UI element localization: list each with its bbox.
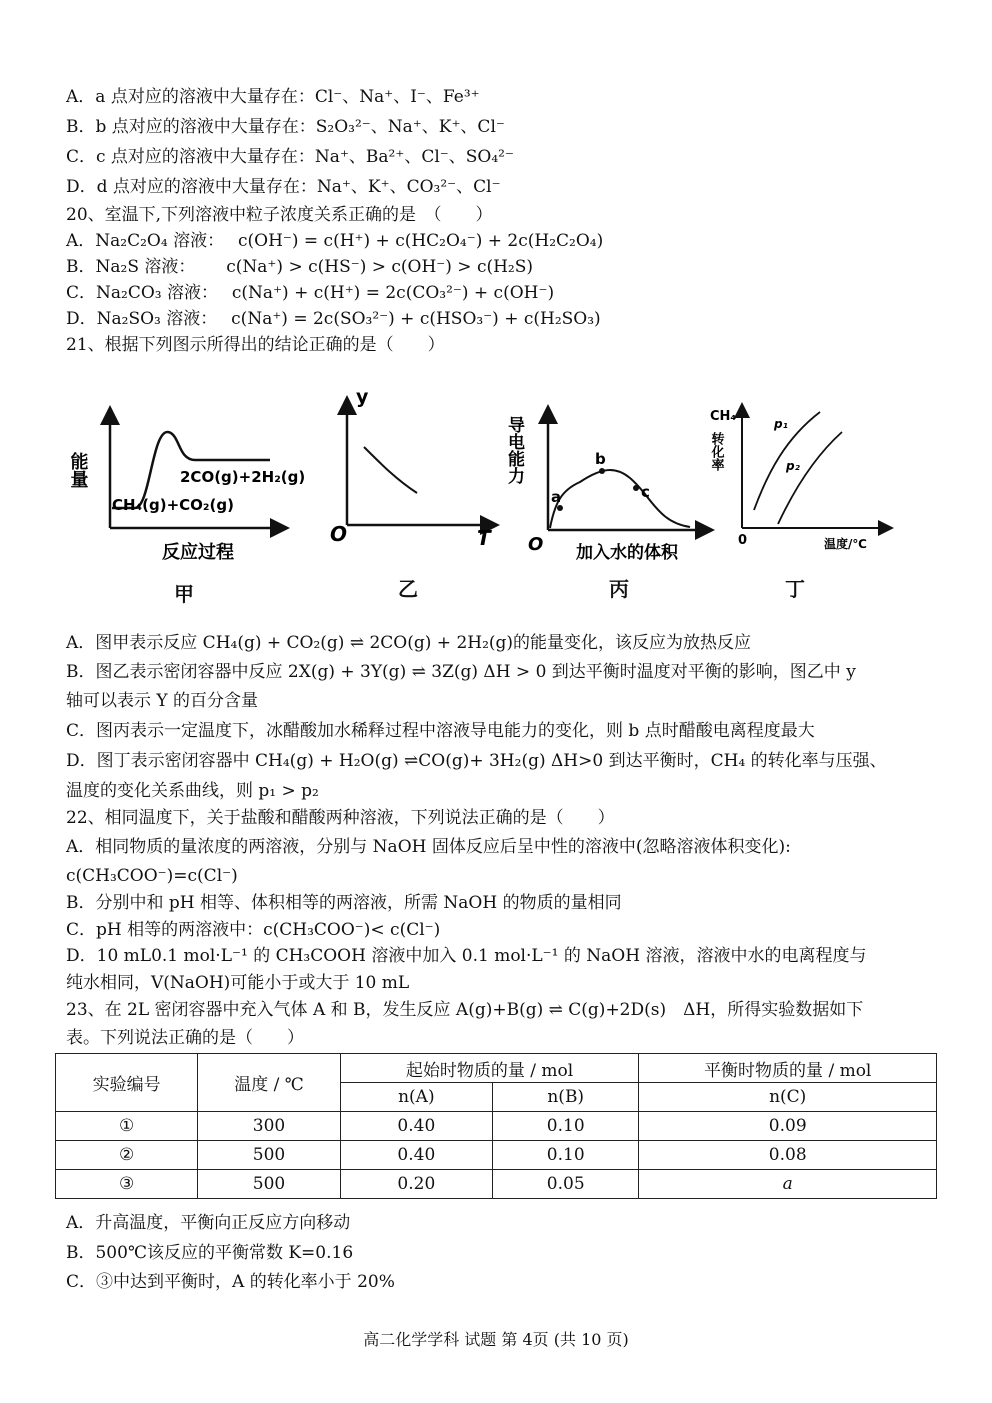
- cell: 0.10: [493, 1141, 639, 1170]
- q23-option-a: A．升高温度，平衡向正反应方向移动: [66, 1213, 351, 1233]
- caption-bing: 丙: [609, 577, 629, 601]
- jia-xlabel: 反应过程: [162, 542, 234, 563]
- th-eq: 平衡时物质的量 / mol: [639, 1054, 937, 1083]
- figure-ding: [708, 402, 898, 562]
- experiment-table: [55, 1053, 937, 1199]
- q22-option-a-cont: c(CH₃COO⁻)=c(Cl⁻): [66, 866, 238, 886]
- bing-ylabel: 导电能力: [504, 416, 524, 484]
- ding-xlabel: 温度/℃: [824, 537, 867, 551]
- q23-option-b: B．500℃该反应的平衡常数 K=0.16: [66, 1243, 354, 1263]
- q21-option-d: D．图丁表示密闭容器中 CH₄(g) + H₂O(g) ⇌CO(g)+ 3H₂(g) ΔH>0 到达平衡时，CH₄ 的转化率与压强、: [66, 751, 887, 771]
- bing-curve: [550, 470, 690, 528]
- bing-label-b: b: [595, 450, 606, 468]
- th-temp: 温度 / ℃: [198, 1054, 340, 1112]
- th-start: 起始时物质的量 / mol: [340, 1054, 639, 1083]
- bing-origin: O: [528, 534, 544, 555]
- q21-option-b-cont: 轴可以表示 Y 的百分含量: [66, 691, 259, 711]
- q22-option-d-cont: 纯水相同，V(NaOH)可能小于或大于 10 mL: [66, 973, 410, 993]
- yi-curve: [364, 447, 417, 493]
- table-row: [56, 1141, 937, 1170]
- bing-xlabel: 加入水的体积: [576, 543, 678, 563]
- q22-option-d: D．10 mL0.1 mol·L⁻¹ 的 CH₃COOH 溶液中加入 0.1 mol·L⁻¹ 的 NaOH 溶液，溶液中水的电离程度与: [66, 946, 867, 966]
- caption-jia: 甲: [174, 582, 194, 606]
- bing-label-c: c: [641, 483, 650, 501]
- q20-option-c: C．Na₂CO₃ 溶液： c(Na⁺) + c(H⁺) = 2c(CO₃²⁻) + c(OH⁻): [66, 283, 555, 303]
- cell: 0.20: [340, 1170, 492, 1199]
- cell: ①: [56, 1112, 198, 1141]
- q20-stem: 20、室温下,下列溶液中粒子浓度关系正确的是 （ ）: [66, 205, 493, 225]
- cell: 0.40: [340, 1141, 492, 1170]
- q23-stem-cont: 表。下列说法正确的是（ ）: [66, 1028, 304, 1048]
- q20-option-b: B．Na₂S 溶液： c(Na⁺) > c(HS⁻) > c(OH⁻) > c(H₂S): [66, 257, 534, 277]
- q19-option-d: D．d 点对应的溶液中大量存在：Na⁺、K⁺、CO₃²⁻、Cl⁻: [66, 177, 501, 197]
- q20-option-a: A．Na₂C₂O₄ 溶液： c(OH⁻) = c(H⁺) + c(HC₂O₄⁻) + 2c(H₂C₂O₄): [66, 231, 604, 251]
- jia-ylabel-1: 能量: [67, 452, 89, 488]
- th-nC: n(C): [639, 1083, 937, 1112]
- cell: 0.05: [493, 1170, 639, 1199]
- q21-option-d-cont: 温度的变化关系曲线，则 p₁ > p₂: [66, 781, 319, 801]
- q19-option-a: A．a 点对应的溶液中大量存在：Cl⁻、Na⁺、I⁻、Fe³⁺: [66, 87, 480, 107]
- yi-origin: O: [330, 522, 348, 546]
- q21-option-c: C．图丙表示一定温度下，冰醋酸加水稀释过程中溶液导电能力的变化，则 b 点时醋酸电离程度最大: [66, 721, 815, 741]
- cell: 0.40: [340, 1112, 492, 1141]
- ding-ylabel-top: CH₄: [710, 409, 737, 424]
- cell: 500: [198, 1141, 340, 1170]
- table-row: [56, 1170, 937, 1199]
- th-nB: n(B): [493, 1083, 639, 1112]
- th-exp: 实验编号: [56, 1054, 198, 1112]
- q23-option-c: C．③中达到平衡时，A 的转化率小于 20%: [66, 1272, 395, 1292]
- q22-option-b: B．分别中和 pH 相等、体积相等的两溶液，所需 NaOH 的物质的量相同: [66, 893, 622, 913]
- q22-option-a: A．相同物质的量浓度的两溶液，分别与 NaOH 固体反应后呈中性的溶液中(忽略溶液体积变化):: [66, 837, 791, 857]
- figure-jia: [67, 390, 310, 575]
- yi-ylabel: y: [356, 386, 369, 408]
- cell: a: [639, 1170, 937, 1199]
- caption-ding: 丁: [785, 577, 805, 601]
- q21-option-a: A．图甲表示反应 CH₄(g) + CO₂(g) ⇌ 2CO(g) + 2H₂(g)的能量变化，该反应为放热反应: [66, 633, 752, 653]
- jia-lower-label: CH₄(g)+CO₂(g): [112, 496, 234, 514]
- caption-yi: 乙: [398, 577, 418, 601]
- bing-label-a: a: [551, 488, 562, 506]
- q23-stem: 23、在 2L 密闭容器中充入气体 A 和 B，发生反应 A(g)+B(g) ⇌ C(g)+2D(s) ΔH，所得实验数据如下: [66, 1000, 864, 1020]
- q21-option-b: B．图乙表示密闭容器中反应 2X(g) + 3Y(g) ⇌ 3Z(g) ΔH > 0 到达平衡时温度对平衡的影响，图乙中 y: [66, 662, 856, 682]
- table-row: [56, 1112, 937, 1141]
- q22-option-c: C．pH 相等的两溶液中：c(CH₃COO⁻)< c(Cl⁻): [66, 920, 441, 940]
- cell: 300: [198, 1112, 340, 1141]
- bing-point-c: [633, 485, 639, 491]
- cell: ②: [56, 1141, 198, 1170]
- q19-option-b: B．b 点对应的溶液中大量存在：S₂O₃²⁻、Na⁺、K⁺、Cl⁻: [66, 117, 505, 137]
- q22-stem: 22、相同温度下，关于盐酸和醋酸两种溶液，下列说法正确的是（ ）: [66, 808, 615, 828]
- jia-upper-label: 2CO(g)+2H₂(g): [180, 468, 306, 486]
- yi-xlabel: T: [477, 526, 491, 550]
- ding-label-p1: p₁: [774, 417, 788, 431]
- page-footer: 高二化学学科 试题 第 4页 (共 10 页): [363, 1330, 629, 1349]
- th-nA: n(A): [340, 1083, 492, 1112]
- cell: 0.10: [493, 1112, 639, 1141]
- cell: 0.08: [639, 1141, 937, 1170]
- bing-point-b: [599, 468, 605, 474]
- cell: ③: [56, 1170, 198, 1199]
- ding-origin: 0: [738, 533, 748, 548]
- ding-ylabel: 转化率: [708, 432, 724, 471]
- cell: 0.09: [639, 1112, 937, 1141]
- q20-option-d: D．Na₂SO₃ 溶液： c(Na⁺) = 2c(SO₃²⁻) + c(HSO₃⁻) + c(H₂SO₃): [66, 309, 601, 329]
- q21-stem: 21、根据下列图示所得出的结论正确的是（ ）: [66, 335, 445, 355]
- figure-yi: [322, 385, 502, 555]
- figure-bing: [504, 402, 710, 567]
- cell: 500: [198, 1170, 340, 1199]
- ding-label-p2: p₂: [786, 459, 800, 473]
- q19-option-c: C．c 点对应的溶液中大量存在：Na⁺、Ba²⁺、Cl⁻、SO₄²⁻: [66, 147, 514, 167]
